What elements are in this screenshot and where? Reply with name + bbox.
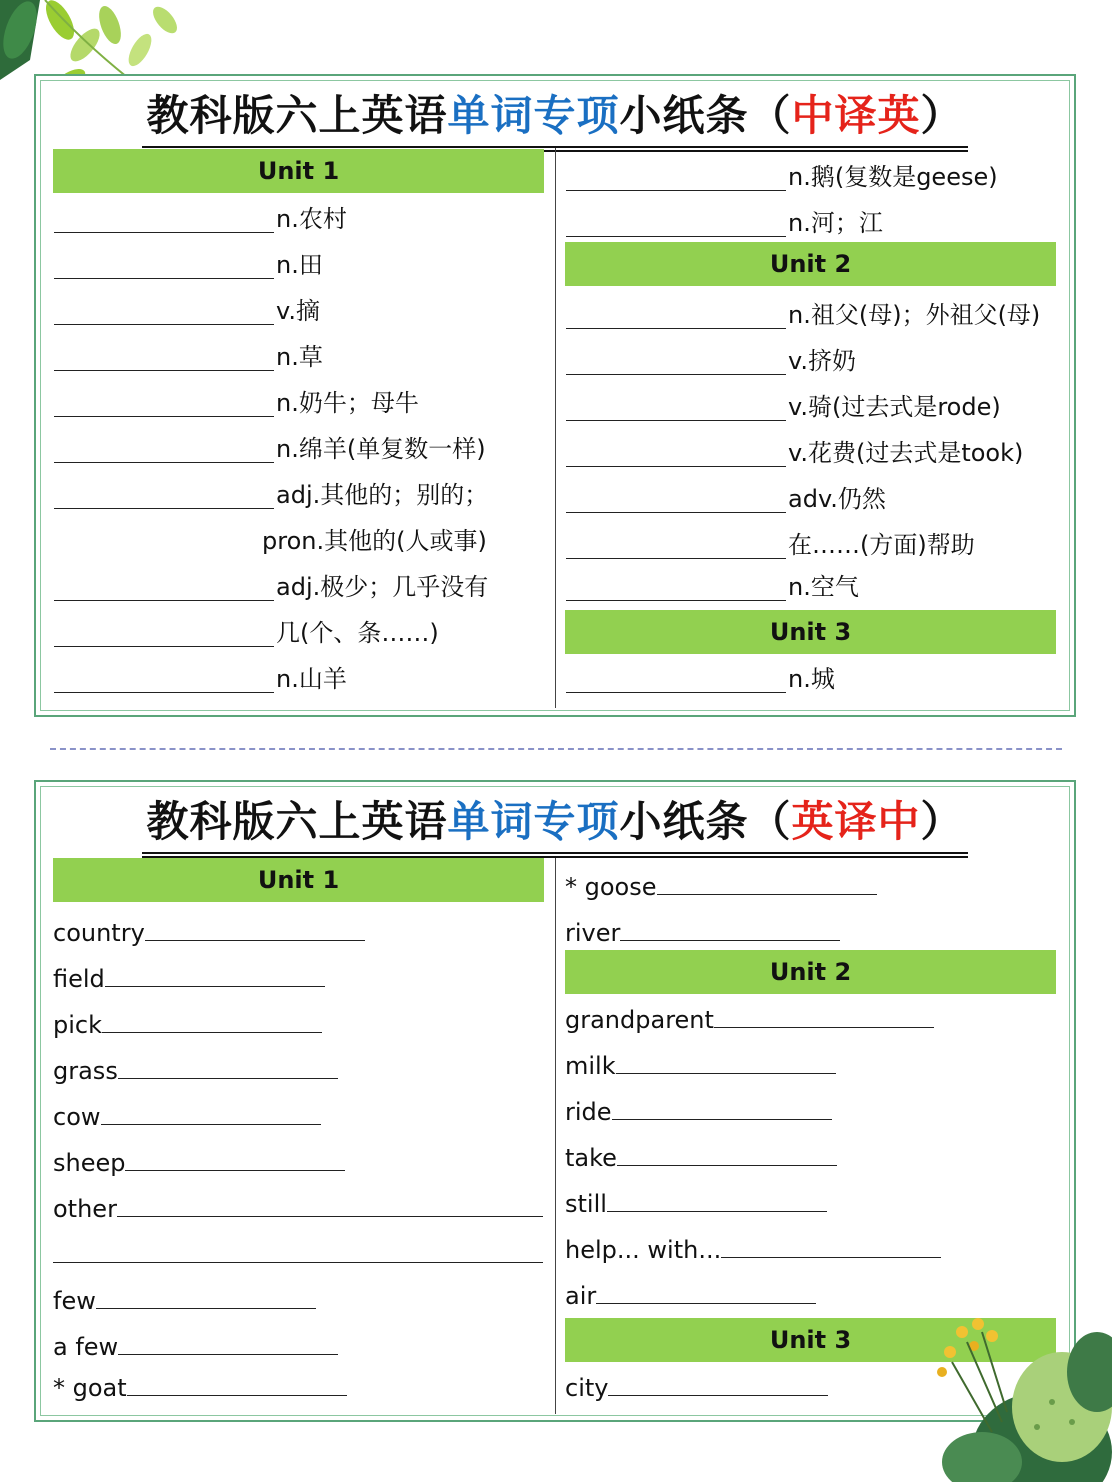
answer-blank[interactable] bbox=[620, 920, 840, 941]
item-word: ride bbox=[565, 1098, 612, 1126]
answer-blank[interactable] bbox=[125, 1150, 345, 1171]
answer-blank[interactable] bbox=[607, 1191, 827, 1212]
column-divider bbox=[555, 858, 556, 1414]
answer-blank[interactable] bbox=[721, 1237, 941, 1258]
answer-blank[interactable] bbox=[566, 692, 786, 693]
item-meaning: n.草 bbox=[276, 343, 323, 371]
column-divider bbox=[555, 148, 556, 708]
answer-blank[interactable] bbox=[566, 600, 786, 601]
answer-blank[interactable] bbox=[118, 1334, 338, 1355]
item-word: help... with... bbox=[565, 1236, 722, 1264]
list-item-continuation bbox=[53, 1240, 543, 1272]
unit-header: Unit 1 bbox=[53, 149, 544, 193]
item-meaning: n.绵羊(单复数一样) bbox=[276, 435, 486, 463]
item-word: cow bbox=[53, 1103, 101, 1131]
unit-header: Unit 2 bbox=[565, 242, 1056, 286]
answer-blank[interactable] bbox=[54, 232, 274, 233]
item-word: * goat bbox=[53, 1374, 127, 1402]
unit-header: Unit 3 bbox=[565, 610, 1056, 654]
bush-decoration-icon bbox=[912, 1312, 1112, 1482]
list-item bbox=[53, 918, 365, 950]
item-meaning: n.鹅(复数是geese) bbox=[788, 163, 998, 191]
item-word: city bbox=[565, 1374, 609, 1402]
item-word: * goose bbox=[565, 873, 657, 901]
answer-blank[interactable] bbox=[612, 1099, 832, 1120]
answer-blank[interactable] bbox=[54, 416, 274, 417]
answer-blank[interactable] bbox=[566, 328, 786, 329]
item-word: sheep bbox=[53, 1149, 126, 1177]
answer-blank[interactable] bbox=[118, 1058, 338, 1079]
item-meaning: adj.其他的；别的； bbox=[276, 481, 489, 509]
item-meaning: n.城 bbox=[788, 665, 835, 693]
item-word: air bbox=[565, 1282, 597, 1310]
item-meaning: n.空气 bbox=[788, 573, 859, 601]
item-meaning: v.挤奶 bbox=[788, 347, 856, 375]
answer-blank[interactable] bbox=[127, 1375, 347, 1396]
item-meaning: adj.极少；几乎没有 bbox=[276, 573, 489, 601]
list-item bbox=[565, 1005, 934, 1037]
item-word: grass bbox=[53, 1057, 118, 1085]
item-meaning: v.花费(过去式是took) bbox=[788, 439, 1024, 467]
card-title bbox=[36, 88, 1074, 148]
title-highlight: 单词专项 bbox=[447, 91, 620, 140]
item-meaning: v.摘 bbox=[276, 297, 320, 325]
answer-blank[interactable] bbox=[54, 508, 274, 509]
answer-blank[interactable] bbox=[566, 190, 786, 191]
answer-blank[interactable] bbox=[566, 374, 786, 375]
item-meaning: v.骑(过去式是rode) bbox=[788, 393, 1001, 421]
answer-blank[interactable] bbox=[54, 324, 274, 325]
title-prefix: 教科版六上英语 bbox=[146, 91, 448, 140]
item-meaning: pron.其他的(人或事) bbox=[262, 527, 487, 555]
item-word: few bbox=[53, 1287, 96, 1315]
list-item bbox=[565, 1143, 837, 1175]
list-item bbox=[565, 918, 840, 950]
list-item bbox=[565, 872, 877, 904]
title-prefix: 教科版六上英语 bbox=[146, 797, 448, 846]
answer-blank[interactable] bbox=[101, 1104, 321, 1125]
item-word: other bbox=[53, 1195, 117, 1223]
answer-blank[interactable] bbox=[616, 1053, 836, 1074]
item-word: still bbox=[565, 1190, 607, 1218]
answer-blank[interactable] bbox=[102, 1012, 322, 1033]
item-word: country bbox=[53, 919, 145, 947]
answer-blank[interactable] bbox=[566, 512, 786, 513]
answer-blank[interactable] bbox=[105, 966, 325, 987]
list-item bbox=[565, 1373, 828, 1405]
list-item bbox=[53, 1010, 322, 1042]
answer-blank[interactable] bbox=[145, 920, 365, 941]
answer-blank[interactable] bbox=[96, 1288, 316, 1309]
answer-blank[interactable] bbox=[596, 1283, 816, 1304]
title-suffix: ） bbox=[920, 797, 964, 846]
unit-header: Unit 3 bbox=[565, 1318, 1056, 1362]
answer-blank[interactable] bbox=[608, 1375, 828, 1396]
item-word: field bbox=[53, 965, 105, 993]
list-item bbox=[53, 1194, 543, 1226]
item-word: take bbox=[565, 1144, 617, 1172]
answer-blank[interactable] bbox=[566, 558, 786, 559]
answer-blank[interactable] bbox=[714, 1007, 934, 1028]
item-meaning: 几(个、条……) bbox=[276, 619, 439, 647]
list-item bbox=[565, 1189, 827, 1221]
dashed-cut-line bbox=[50, 748, 1062, 750]
answer-blank[interactable] bbox=[54, 600, 274, 601]
item-word: pick bbox=[53, 1011, 102, 1039]
item-meaning: n.河；江 bbox=[788, 209, 883, 237]
answer-blank[interactable] bbox=[54, 370, 274, 371]
unit-header: Unit 1 bbox=[53, 858, 544, 902]
card-title bbox=[36, 794, 1074, 854]
list-item bbox=[565, 1281, 816, 1313]
title-mode: 英译中 bbox=[791, 797, 921, 846]
answer-blank[interactable] bbox=[54, 462, 274, 463]
item-meaning: n.田 bbox=[276, 251, 323, 279]
title-mid: 小纸条（ bbox=[619, 797, 792, 846]
answer-blank[interactable] bbox=[617, 1145, 837, 1166]
item-meaning: adv.仍然 bbox=[788, 485, 886, 513]
item-meaning: n.祖父(母)；外祖父(母) bbox=[788, 301, 1041, 329]
list-item bbox=[53, 1148, 345, 1180]
answer-blank[interactable] bbox=[54, 278, 274, 279]
item-word: river bbox=[565, 919, 621, 947]
answer-blank[interactable] bbox=[54, 692, 274, 693]
list-item bbox=[53, 964, 325, 996]
item-word: grandparent bbox=[565, 1006, 714, 1034]
list-item bbox=[53, 1286, 316, 1318]
answer-blank[interactable] bbox=[566, 236, 786, 237]
answer-blank[interactable] bbox=[566, 420, 786, 421]
title-suffix: ） bbox=[920, 91, 964, 140]
item-meaning: n.奶牛；母牛 bbox=[276, 389, 419, 417]
item-word: a few bbox=[53, 1333, 119, 1361]
title-mid: 小纸条（ bbox=[619, 91, 792, 140]
unit-header: Unit 2 bbox=[565, 950, 1056, 994]
answer-blank[interactable] bbox=[566, 466, 786, 467]
answer-blank[interactable] bbox=[657, 874, 877, 895]
list-item bbox=[53, 1102, 321, 1134]
item-meaning: n.农村 bbox=[276, 205, 347, 233]
title-mode: 中译英 bbox=[791, 91, 921, 140]
list-item bbox=[565, 1235, 941, 1267]
answer-blank[interactable] bbox=[54, 646, 274, 647]
title-highlight: 单词专项 bbox=[447, 797, 620, 846]
answer-blank[interactable] bbox=[53, 1242, 543, 1263]
card-zh-to-en bbox=[34, 74, 1076, 717]
answer-blank[interactable] bbox=[117, 1196, 543, 1217]
list-item bbox=[53, 1373, 347, 1405]
list-item bbox=[53, 1056, 338, 1088]
item-meaning: 在……(方面)帮助 bbox=[788, 531, 975, 559]
item-meaning: n.山羊 bbox=[276, 665, 347, 693]
list-item bbox=[565, 1051, 836, 1083]
list-item bbox=[565, 1097, 832, 1129]
item-word: milk bbox=[565, 1052, 616, 1080]
list-item bbox=[53, 1332, 338, 1364]
